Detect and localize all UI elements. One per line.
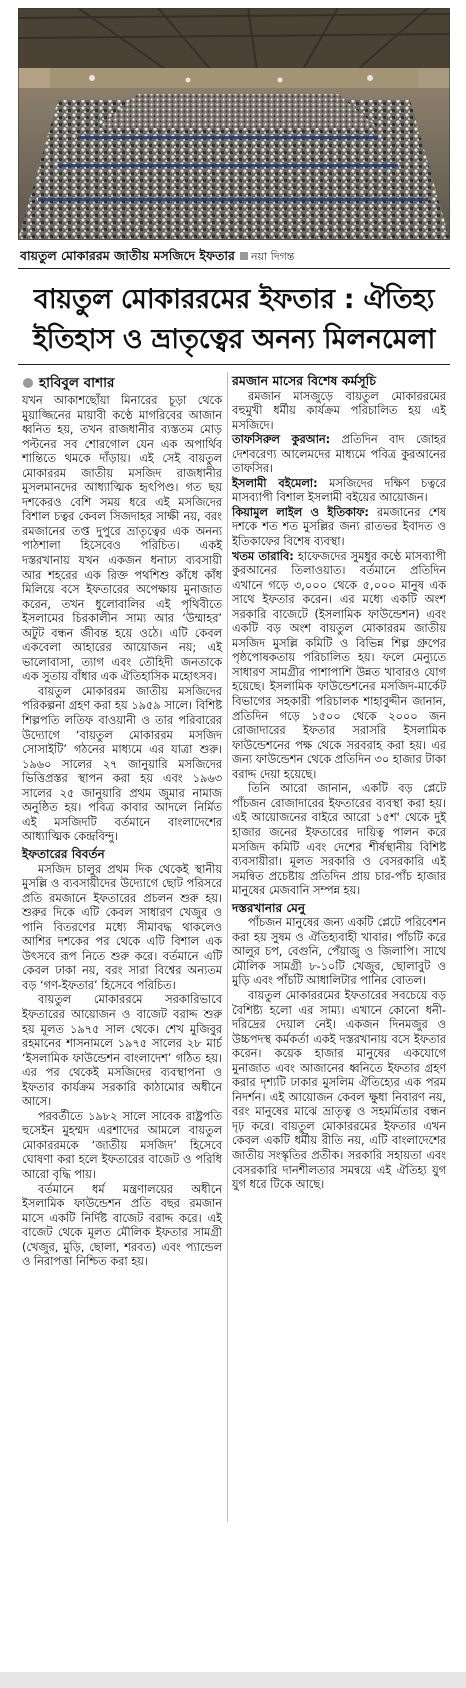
item-label: তাফসিরুল কুরআন:	[232, 433, 331, 447]
item-text: প্রতিদিন বাদ জোহর দেশবরেণ্য আলেমদের মাধ্যমে পবিত্র কুরআনের তাফসির।	[232, 433, 447, 476]
right-column	[232, 374, 446, 1193]
paragraph: বায়তুল মোকাররমে সরকারিভাবে ইফতারের আয়োজন ও বাজেট বরাদ্দ শুরু হয় মূলত ১৯৭৫ সাল থেকে। শেখ মুজিবুর রহমানের শাসনামলে ১৯৭৫ সালের ২৮ মার্চ ‘ইসলামিক ফাউন্ডেশন বাংলাদেশ’ গঠিত হয়। এর পর থেকেই মসজিদের ব্যবস্থাপনা ও ইফতার কার্যক্রম সরকারি কাঠামোর অধীনে আসে।	[22, 993, 222, 1109]
crowd-photo	[18, 8, 450, 240]
column-divider	[227, 372, 228, 1522]
author-name: হাবিবুল বাশার	[39, 375, 115, 391]
item-text: হাফেজদের সুমধুর কণ্ঠে মাসব্যাপী কুরআনের তিলাওয়াত। বর্তমানে প্রতিদিন এখানে গড়ে ৩,০০০ থেকে ৫,০০০ মানুষ এক সাথে ইফতার করেন। এর মধ্যে একটি অংশ সরকারি বাজেটে (ইসলামিক ফাউন্ডেশন) এবং একটি বড় অংশ বায়তুল মোকাররম জাতীয় মসজিদ মুসল্লি কমিটি ও বিভিন্ন শিল্প গ্রুপের পৃষ্ঠপোষকতায় পরিচালিত হয়। ফলে মেন্যুতে সাধারণ সামগ্রীর পাশাপাশি উন্নত খাবারও যোগ হয়েছে। ইসলামিক ফাউন্ডেশনের মসজিদ-মার্কেট বিভাগের সহকারী পরিচালক শাহাবুদ্দীন জানান, প্রতিদিন গড়ে ১৫০০ থেকে ২০০০ জন রোজাদারের ইফতার সরাসরি ইসলামিক ফাউন্ডেশনের পক্ষ থেকে সরবরাহ করা হয়। এর জন্য ফাউন্ডেশন থেকে প্রতিদিন ৩০ হাজার টাকা বরাদ্দ দেয়া হয়েছে।	[232, 549, 446, 781]
headline-line-2: ইতিহাস ও ভ্রাতৃত্বের অনন্য মিলনমেলা	[32, 324, 436, 355]
article-headline	[18, 280, 450, 360]
divider-bottom	[18, 364, 450, 365]
bottom-strip	[0, 1672, 466, 1688]
caption-source: নয়া দিগন্ত	[250, 250, 295, 263]
paragraph: পাঁচজন মানুষের জন্য একটি প্লেটে পরিবেশন করা হয় সুষম ও ঐতিহ্যবাহী খাবার। পাঁচটি করে আলুর চপ, বেগুনি, পেঁয়াজু ও জিলাপি। সাথে মৌলিক সামগ্রী ৮-১০টি খেজুর, ছোলাবুট ও মুড়ি এবং পাঁচটি আধালিটার পানির বোতল।	[232, 916, 446, 988]
author-byline	[23, 372, 114, 395]
byline-dot-icon	[23, 378, 33, 388]
square-bullet-icon	[240, 252, 248, 260]
left-column	[22, 394, 222, 1270]
headline-line-1: বায়তুল মোকাররমের ইফতার : ঐতিহ্য	[33, 284, 435, 315]
subheading: দস্তরখানার মেনু	[232, 900, 306, 915]
program-item	[232, 477, 446, 506]
paragraph: তিনি আরো জানান, একটি বড় প্লেটে পাঁচজন রোজাদারের ইফতারের ব্যবস্থা করা হয়। এই আয়োজনের বাইরে আরো ১৫শ' থেকে দুই হাজার জনের ইফতারের দায়িত্ব পালন করে মসজিদ কমিটি এবং দেশের শীর্ষস্থানীয় বিশিষ্ট ব্যবসায়ীরা। মূলত সরকারি ও বেসরকারি এই সমন্বিত প্রচেষ্টায় প্রতিদিন প্রায় চার-পাঁচ হাজার মানুষের মেজবানি সম্পন্ন হয়।	[232, 782, 446, 898]
paragraph: পরবর্তীতে ১৯৮২ সালে সাবেক রাষ্ট্রপতি হুসেইন মুহম্মদ এরশাদের আমলে বায়তুল মোকাররমকে ‘জাতীয় মসজিদ’ হিসেবে ঘোষণা করা হলে ইফতারের বাজেট ও পরিধি আরো বৃদ্ধি পায়।	[22, 1109, 222, 1181]
program-item	[232, 433, 446, 477]
subheading: রমজান মাসের বিশেষ কর্মসূচি	[232, 373, 376, 388]
paragraph: বায়তুল মোকাররম জাতীয় মসজিদের পরিকল্পনা গ্রহণ করা হয় ১৯৫৯ সালে। বিশিষ্ট শিল্পপতি লতিফ বাওয়ানী ও তার পরিবারের উদ্যোগে ‘বায়তুল মোকাররম মসজিদ সোসাইটি’ গঠনের মাধ্যমে এর যাত্রা শুরু। ১৯৬০ সালের ২৭ জানুয়ারি মসজিদের ভিত্তিপ্রস্তর স্থাপন করা হয় এবং ১৯৬৩ সালের ২৫ জানুয়ারি প্রথম জুমার নামাজ অনুষ্ঠিত হয়। পবিত্র কাবার আদলে নির্মিত এই মসজিদটি বর্তমানে বাংলাদেশের আধ্যাত্মিক কেন্দ্রবিন্দু।	[22, 684, 222, 844]
subheading: ইফতারের বিবর্তন	[22, 846, 105, 861]
paragraph: বর্তমানে ধর্ম মন্ত্রণালয়ের অধীনে ইসলামিক ফাউন্ডেশন প্রতি বছর রমজান মাসে একটি নির্দিষ্ট বাজেট বরাদ্দ করে। এই বাজেট থেকে মূলত মৌলিক ইফতার সামগ্রী (খেজুর, মুড়ি, ছোলা, শরবত) এবং প্যান্ডেল ও নিরাপত্তা নিশ্চিত করা হয়।	[22, 1182, 222, 1269]
program-item	[232, 506, 446, 550]
item-label: কিয়ামুল লাইল ও ইতিকাফ:	[232, 505, 369, 519]
photo-caption	[20, 248, 448, 268]
paragraph: বায়তুল মোকাররমের ইফতারের সবচেয়ে বড় বৈশিষ্ট্য হলো এর সাম্য। এখানে কোনো ধনী-দরিদ্রের দেয়াল নেই। একজন দিনমজুর ও উচ্চপদস্থ কর্মকর্তা একই দস্তরখানায় বসে ইফতার করেন। কয়েক হাজার মানুষের একযোগে মুনাজাত এবং আজানের ধ্বনিতে ইফতার গ্রহণ করার দৃশ্যটি ঢাকার মুসলিম ঐতিহ্যের এক পরম নিদর্শন। এই আয়োজন কেবল ক্ষুধা নিবারণ নয়, বরং মানুষের মাঝে ভ্রাতৃত্ব ও সহমর্মিতার বন্ধন দৃঢ় করে। বায়তুল মোকাররমের ইফতার এখন কেবল একটি ধর্মীয় রীতি নয়, এটি বাংলাদেশের জাতীয় সংস্কৃতির প্রতীক। সরকারি সহায়তা এবং বেসরকারি দানশীলতার সমন্বয়ে এই ঐতিহ্য যুগ যুগ ধরে টিকে আছে।	[232, 988, 446, 1192]
divider-top	[18, 268, 450, 269]
paragraph: যখন আকাশছোঁয়া মিনারের চূড়া থেকে মুয়াজ্জিনের মায়াবী কণ্ঠে মাগরিবের আজান ধ্বনিত হয়, তখন রাজধানীর ব্যস্ততম মোড় পল্টনের সব শোরগোল যেন এক অপার্থিব শান্তিতে থমকে দাঁড়ায়। এই সেই বায়তুল মোকাররম জাতীয় মসজিদ রাজধানীর মুসলমানদের আধ্যাত্মিক হৃৎপিণ্ড। গত ছয় দশকেরও বেশি সময় ধরে এই মসজিদের বিশাল চত্বর কেবল সিজদাহর সাক্ষী নয়, বরং রমজানের তপ্ত দুপুরে ভ্রাতৃত্বের এক অনন্য পাঠশালা হিসেবেও পরিচিত। একই দস্তরখানায় যখন একজন ধনাঢ্য ব্যবসায়ী আর শহরের এক রিক্ত পথশিশু কাঁধে কাঁধ মিলিয়ে বসে ইফতারের অপেক্ষায় মুনাজাত করেন, তখন ধুলোবালির এই পৃথিবীতে ইসলামের চিরকালীন সাম্য আর ‘উম্মাহর’ অটুট বন্ধন জীবন্ত হয়ে ওঠে। এটি কেবল একবেলা আহারের আয়োজন নয়; এই ভালোবাসা, ত্যাগ এবং তৌহিদী জনতাকে এক সুতায় বাঁধার এক ঐতিহাসিক মহোৎসব।	[22, 394, 222, 684]
item-label: ইসলামী বইমেলা:	[232, 476, 318, 490]
item-text: রমজানের শেষ দশকে শত শত মুসল্লির জন্য রাতভর ইবাদত ও ইতিকাফের বিশেষ ব্যবস্থা।	[232, 505, 447, 549]
crowd-photo-icon	[18, 8, 450, 240]
paragraph: রমজান মাসজুড়ে বায়তুল মোকাররমের বহুমুখী ধর্মীয় কার্যক্রম পরিচালিত হয় এই মসজিদে।	[232, 389, 446, 432]
item-text: মসজিদের দক্ষিণ চত্বরে মাসব্যাপী বিশাল ইসলামী বইয়ের আয়োজন।	[232, 476, 446, 505]
paragraph: মসজিদ চালুর প্রথম দিক থেকেই স্থানীয় মুসল্লি ও ব্যবসায়ীদের উদ্যোগে ছোট পরিসরে প্রতি রমজানে ইফতারের প্রচলন শুরু হয়। শুরুর দিকে এটি কেবল সাধারণ খেজুর ও পানি বিতরণের মধ্যে সীমাবদ্ধ থাকলেও আশির দশকের পর থেকে এটি বিশাল এক উৎসবে রূপ নিতে শুরু করে। বর্তমানে এটি কেবল ঢাকা নয়, বরং সারা বিশ্বের অন্যতম বড় ‘গণ-ইফতার’ হিসেবে পরিচিত।	[22, 862, 222, 992]
caption-text: বায়তুল মোকাররম জাতীয় মসজিদে ইফতার	[20, 248, 235, 263]
item-label: খতম তারাবি:	[232, 549, 294, 563]
program-item	[232, 550, 446, 783]
